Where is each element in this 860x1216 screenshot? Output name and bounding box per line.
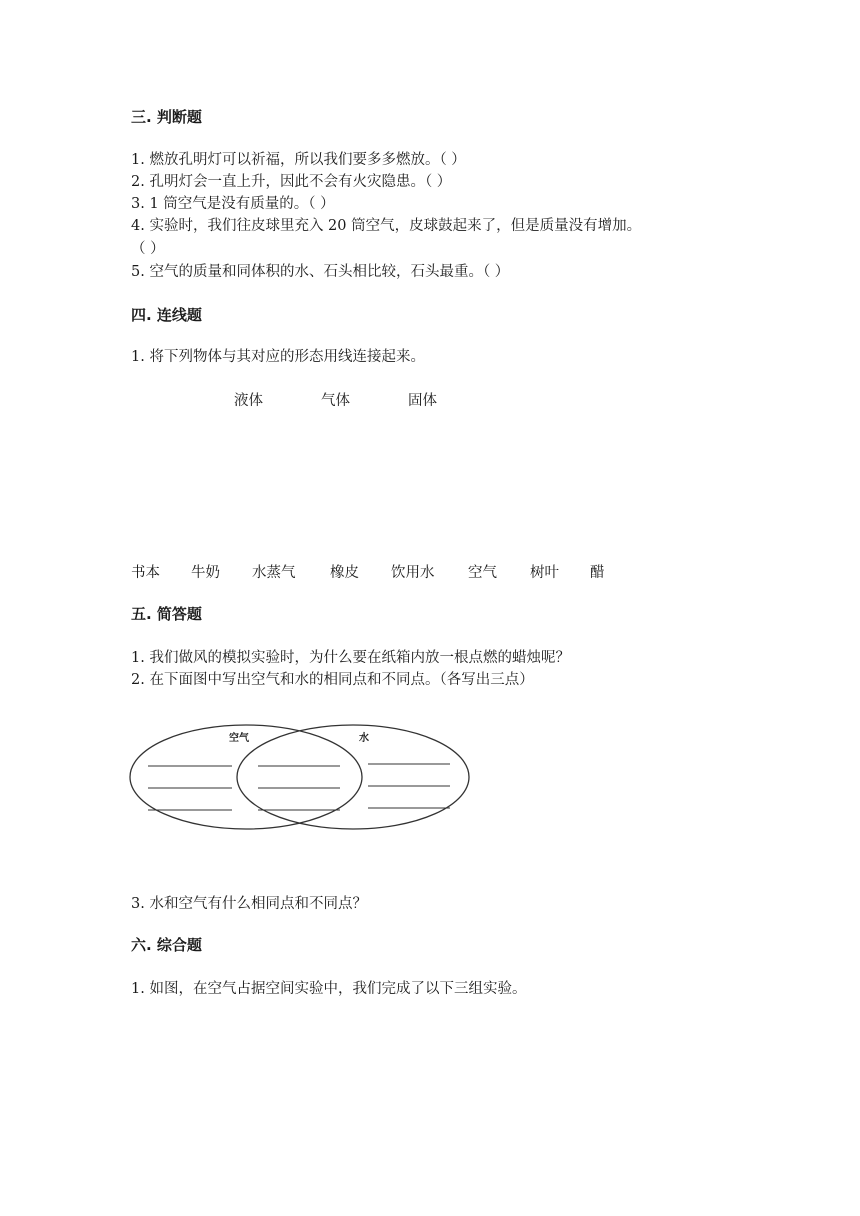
short-answer-q1: 1. 我们做风的模拟实验时，为什么要在纸箱内放一根点燃的蜡烛呢？ [131,650,570,666]
judgement-item-4: 4. 实验时，我们往皮球里充入 20 筒空气，皮球鼓起来了，但是质量没有增加。 [131,218,642,234]
venn-diagram [128,722,473,844]
object-book: 书本 [131,565,160,581]
section-title-matching: 四. 连线题 [131,306,202,324]
judgement-item-4-bracket: （ ） [131,241,165,257]
judgement-item-3: 3. 1 筒空气是没有质量的。（ ） [131,196,335,212]
judgement-item-1: 1. 燃放孔明灯可以祈福，所以我们要多多燃放。（ ） [131,152,466,168]
object-air: 空气 [468,565,497,581]
object-steam: 水蒸气 [252,565,296,581]
short-answer-q3: 3. 水和空气有什么相同点和不同点？ [131,896,367,912]
judgement-item-5: 5. 空气的质量和同体积的水、石头相比较，石头最重。（ ） [131,264,510,280]
venn-right-ellipse [237,725,469,829]
judgement-item-2: 2. 孔明灯会一直上升，因此不会有火灾隐患。（ ） [131,174,452,190]
object-drinking-water: 饮用水 [391,565,435,581]
object-vinegar: 醋 [590,565,605,581]
state-liquid: 液体 [234,393,263,409]
section-title-judgement: 三. 判断题 [131,108,202,126]
venn-left-label: 空气 [229,733,249,744]
venn-right-label: 水 [359,733,369,744]
object-eraser: 橡皮 [330,565,359,581]
state-solid: 固体 [408,393,437,409]
state-gas: 气体 [321,393,350,409]
comprehensive-q1: 1. 如图，在空气占据空间实验中，我们完成了以下三组实验。 [131,981,527,997]
short-answer-q2: 2. 在下面图中写出空气和水的相同点和不同点。（各写出三点） [131,672,534,688]
section-title-short-answer: 五. 简答题 [131,605,202,623]
matching-question: 1. 将下列物体与其对应的形态用线连接起来。 [131,349,425,365]
object-milk: 牛奶 [191,565,220,581]
section-title-comprehensive: 六. 综合题 [131,936,202,954]
object-leaf: 树叶 [530,565,559,581]
